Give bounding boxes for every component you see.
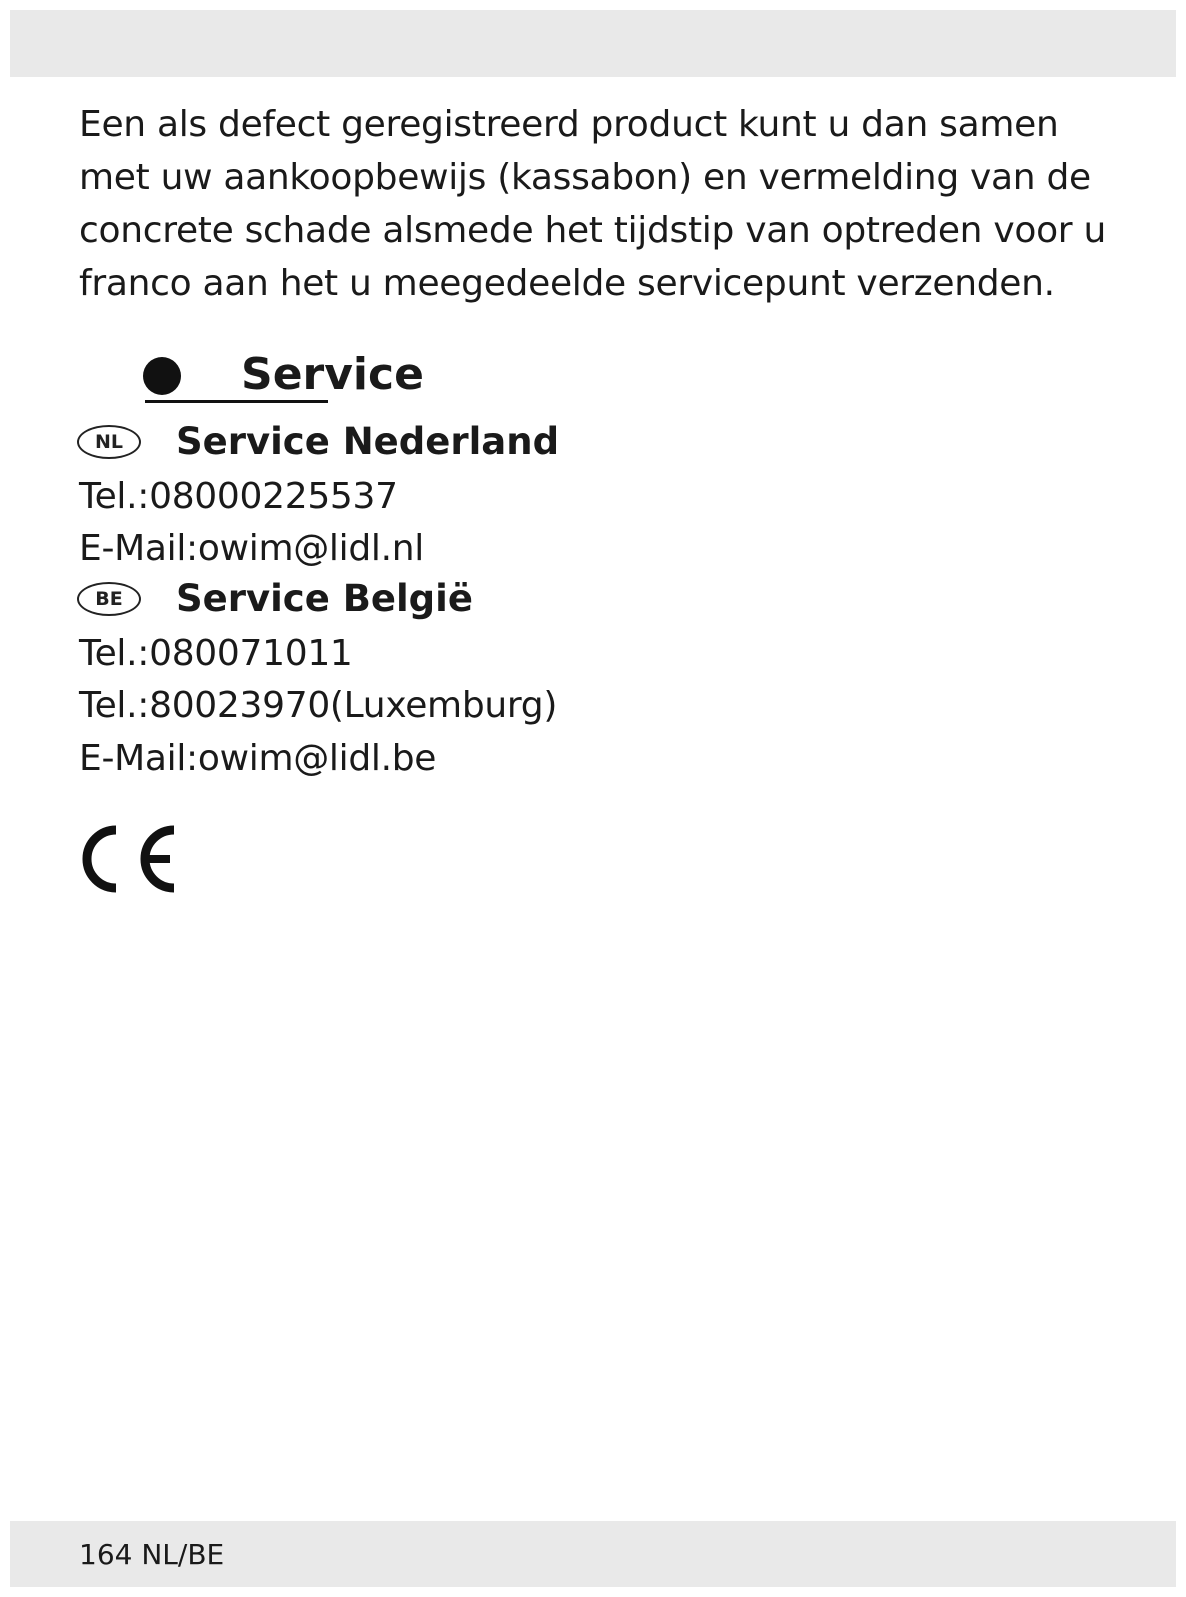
service-be-title: Service België (176, 577, 473, 620)
nl-country-badge-icon: NL (77, 425, 141, 459)
intro-paragraph (79, 98, 1139, 310)
be-telephone: Tel.:080071011 (79, 633, 353, 674)
lux-telephone: Tel.:80023970(Luxemburg) (79, 685, 558, 726)
intro-line: concrete schade alsmede het tijdstip van optreden voor u (79, 210, 1106, 251)
intro-line: franco aan het u meegedeelde servicepunt verzenden. (79, 263, 1055, 304)
nl-email: E-Mail:owim@lidl.nl (79, 528, 424, 569)
section-title: Service (241, 349, 424, 400)
be-country-badge-icon: BE (77, 582, 141, 616)
header-band (10, 10, 1176, 77)
be-email: E-Mail:owim@lidl.be (79, 738, 437, 779)
intro-line: met uw aankoopbewijs (kassabon) en vermelding van de (79, 157, 1091, 198)
bullet-icon (143, 357, 181, 395)
nl-telephone: Tel.:08000225537 (79, 476, 398, 517)
ce-mark-icon (76, 822, 178, 896)
intro-line: Een als defect geregistreerd product kunt u dan samen (79, 104, 1059, 145)
page-number: 164 NL/BE (79, 1538, 225, 1571)
service-nl-title: Service Nederland (176, 420, 560, 463)
heading-underline (145, 400, 328, 403)
